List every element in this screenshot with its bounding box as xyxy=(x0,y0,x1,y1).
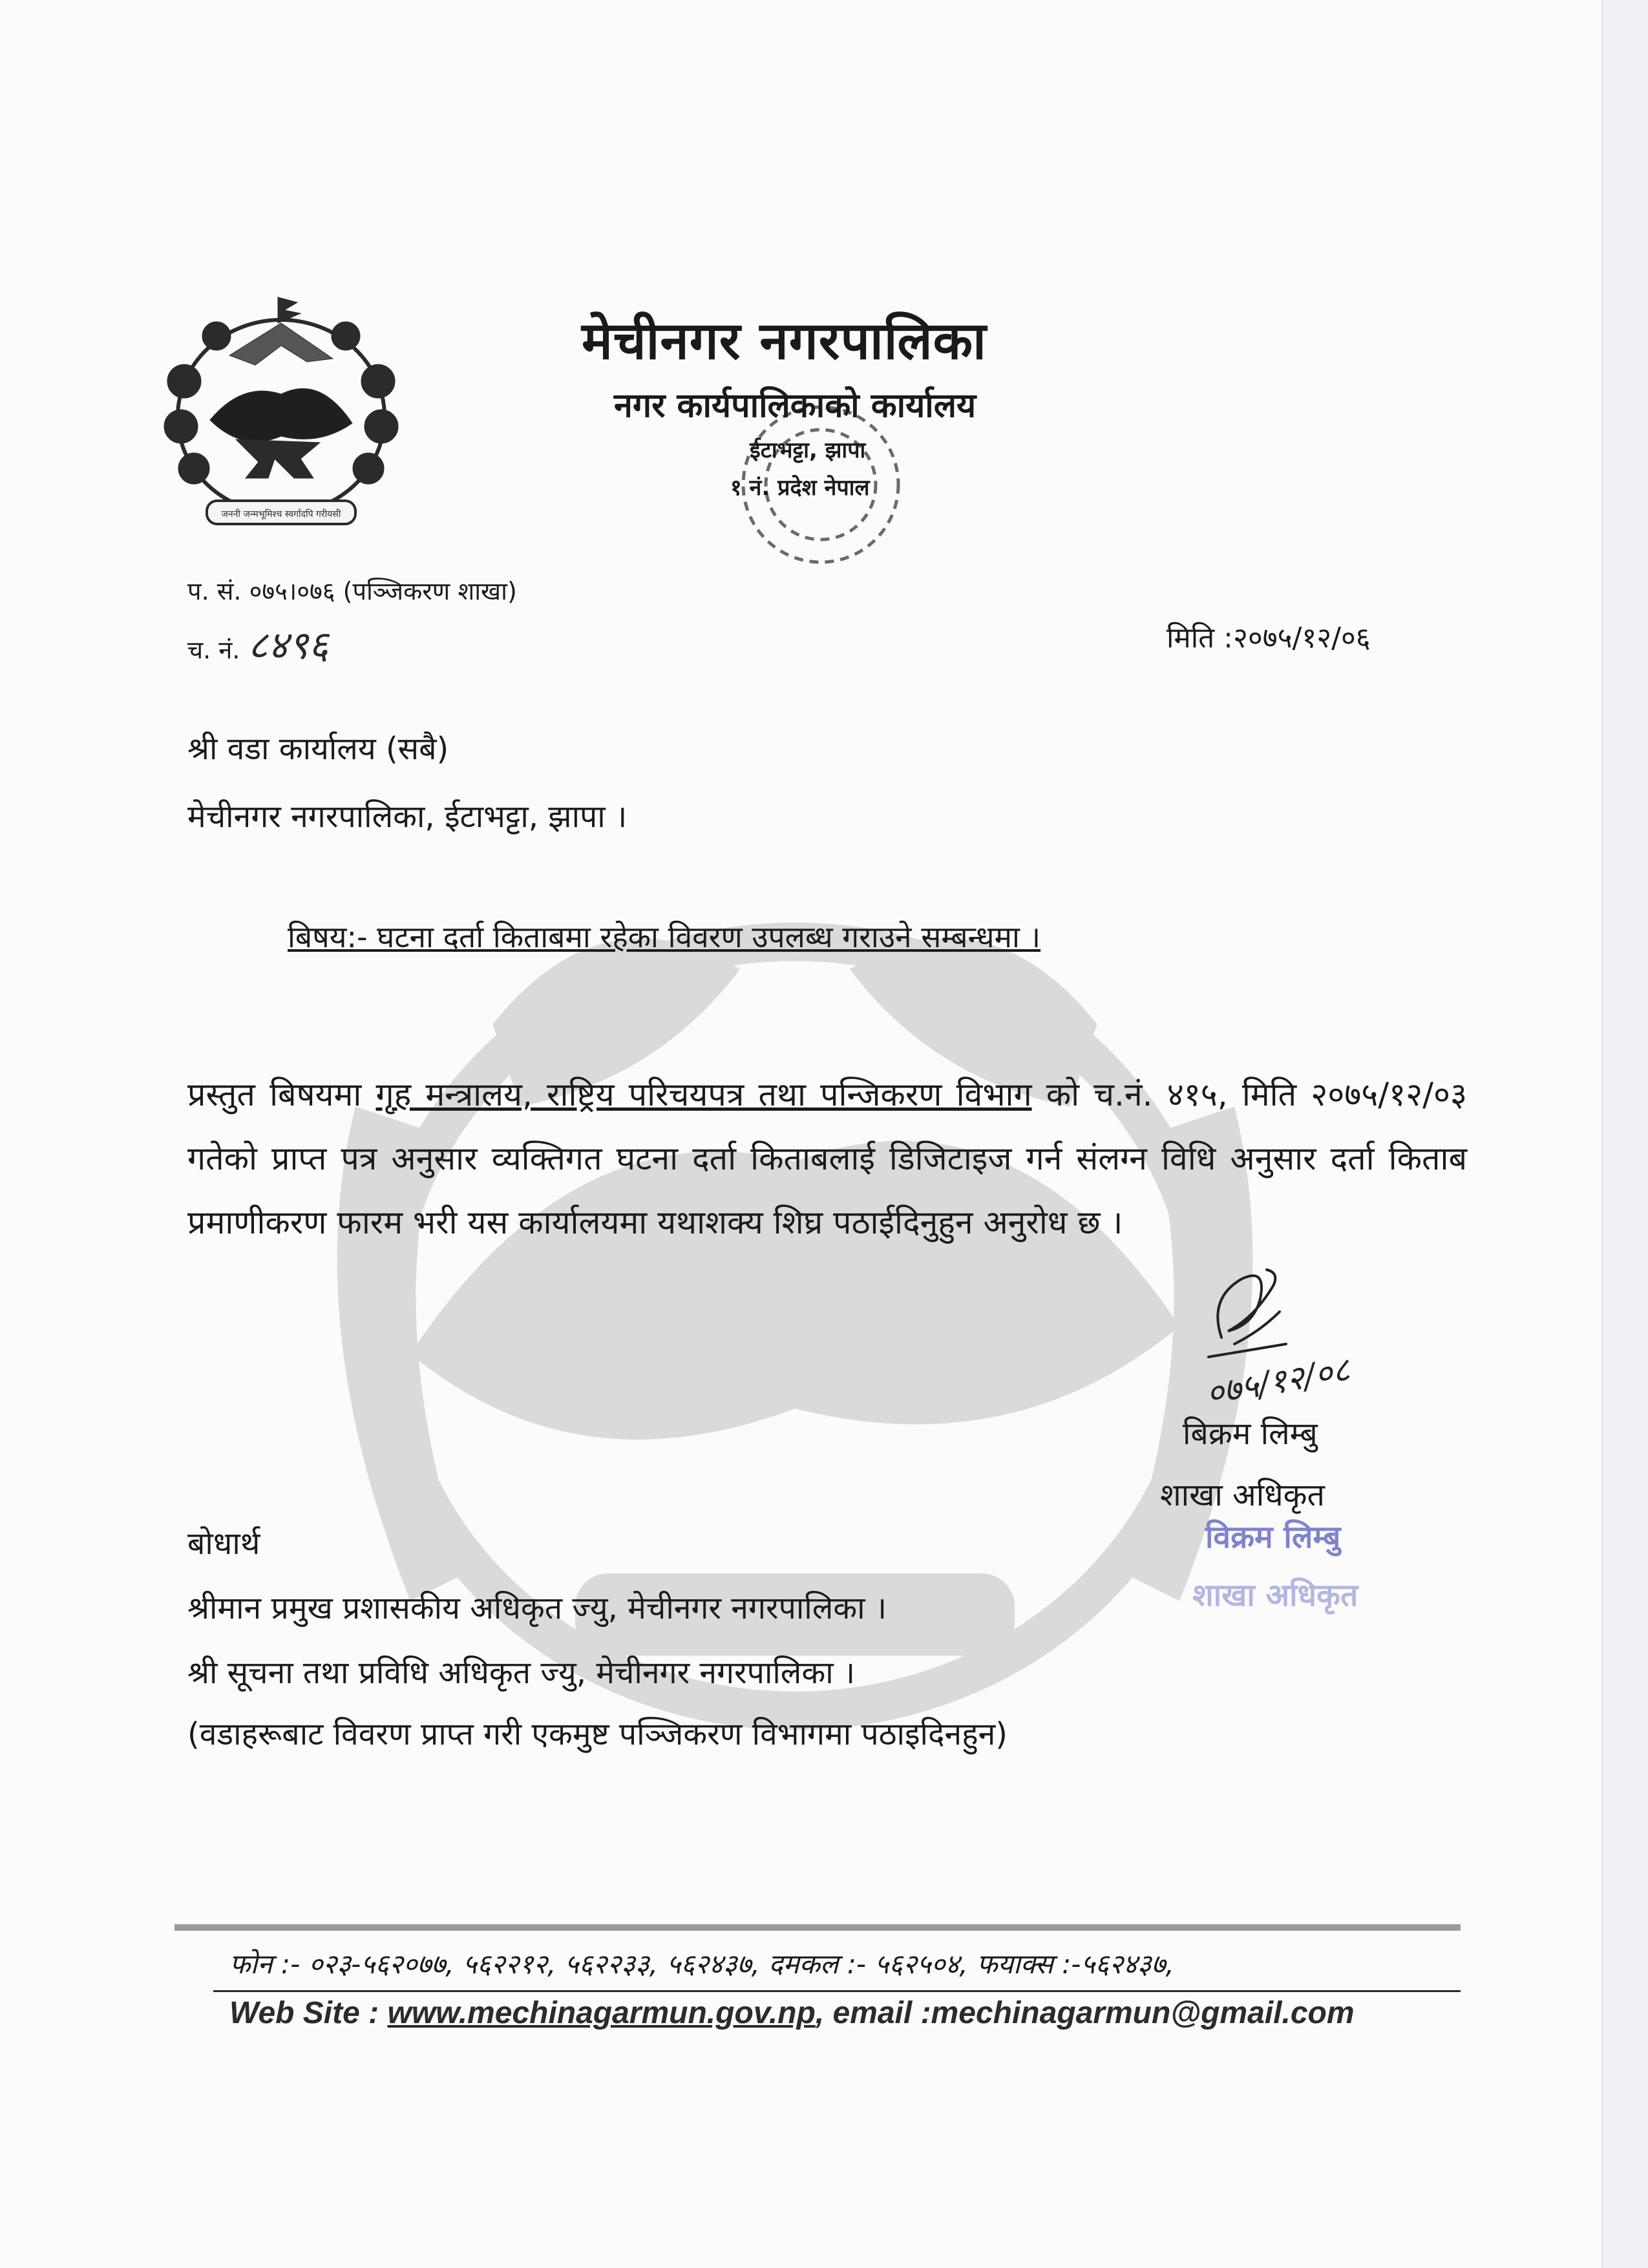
office-subtitle: नगर कार्यपालिकाको कार्यालय xyxy=(614,386,977,425)
coat-of-arms-emblem xyxy=(145,284,417,543)
office-address-line1: ईटाभट्टा, झापा xyxy=(750,437,866,463)
cc-item: (वडाहरूबाट विवरण प्राप्त गरी एकमुष्ट पञ्जिकरण विभागमा पठाइदिनहुन) xyxy=(187,1716,1008,1752)
office-address-line2: १ नं. प्रदेश नेपाल xyxy=(730,475,870,501)
body-ministry-name: गृह मन्त्रालय, राष्ट्रिय परिचयपत्र तथा पन्जिकरण विभाग xyxy=(375,1076,1032,1113)
signature-stamp-designation: शाखा अधिकृत xyxy=(1192,1577,1358,1613)
cc-item: श्री सूचना तथा प्रविधि अधिकृत ज्यु, मेचीनगर नगरपालिका । xyxy=(187,1655,856,1691)
web-label: Web Site : xyxy=(229,1996,388,2030)
emblem-motto: जननी जन्मभूमिश्च स्वर्गादपि गरीयसी xyxy=(221,509,341,520)
dispatch-number-handwritten: ८४९६ xyxy=(248,623,329,668)
recipient-line1: श्री वडा कार्यालय (सबै) xyxy=(187,731,449,767)
signer-name: बिक्रम लिम्बु xyxy=(1183,1416,1318,1452)
letter-reference-number: प. सं. ०७५।०७६ (पञ्जिकरण शाखा) xyxy=(187,577,517,605)
handwritten-date: ०७५/१२/०८ xyxy=(1203,1350,1353,1414)
letter-subject: बिषय:- घटना दर्ता किताबमा रहेका विवरण उपलब्ध गराउने सम्बन्धमा । xyxy=(288,919,1041,954)
handwritten-signature xyxy=(1196,1260,1402,1422)
signature-stamp-name: विक्रम लिम्बु xyxy=(1205,1519,1341,1555)
email-text: , email :mechinagarmun@gmail.com xyxy=(815,1996,1355,2030)
website-link[interactable]: www.mechinagarmun.gov.np xyxy=(387,1996,816,2030)
dispatch-label: च. नं. xyxy=(187,636,248,664)
body-intro: प्रस्तुत बिषयमा xyxy=(187,1076,376,1113)
signer-designation: शाखा अधिकृत xyxy=(1160,1477,1325,1513)
footer-web-contact xyxy=(229,1995,1355,2031)
dispatch-number xyxy=(187,617,328,670)
footer-underline xyxy=(213,1990,1461,1992)
letter-date: मिति :२०७५/१२/०६ xyxy=(1167,622,1371,655)
cc-label: बोधार्थ xyxy=(187,1526,260,1562)
footer-divider xyxy=(174,1924,1461,1931)
footer-phone-numbers: फोन :- ०२३-५६२०७७, ५६२२१२, ५६२२३३, ५६२४३७, दमकल :- ५६२५०४, फयाक्स :-५६२४३७, xyxy=(229,1948,1174,1980)
scan-edge xyxy=(1601,0,1648,2268)
recipient-line2: मेचीनगर नगरपालिका, ईटाभट्टा, झापा । xyxy=(187,799,628,835)
cc-item: श्रीमान प्रमुख प्रशासकीय अधिकृत ज्यु, मेचीनगर नगरपालिका । xyxy=(187,1590,887,1626)
municipality-title: मेचीनगर नगरपालिका xyxy=(582,311,987,371)
body-rest: को च.नं. ४१५, मिति २०७५/१२/०३ गतेको प्राप्त पत्र अनुसार व्यक्तिगत घटना दर्ता किताबलाई डिजिटाइज गर्न संलग्न विधि अनुसार दर्ता किताब प्रमाणीकरण फारम भरी यस कार्यालयमा यथाशक्य शिघ्र पठाईदिनुहुन अनुरोध छ । xyxy=(187,1076,1467,1241)
letter-body xyxy=(187,1063,1467,1255)
